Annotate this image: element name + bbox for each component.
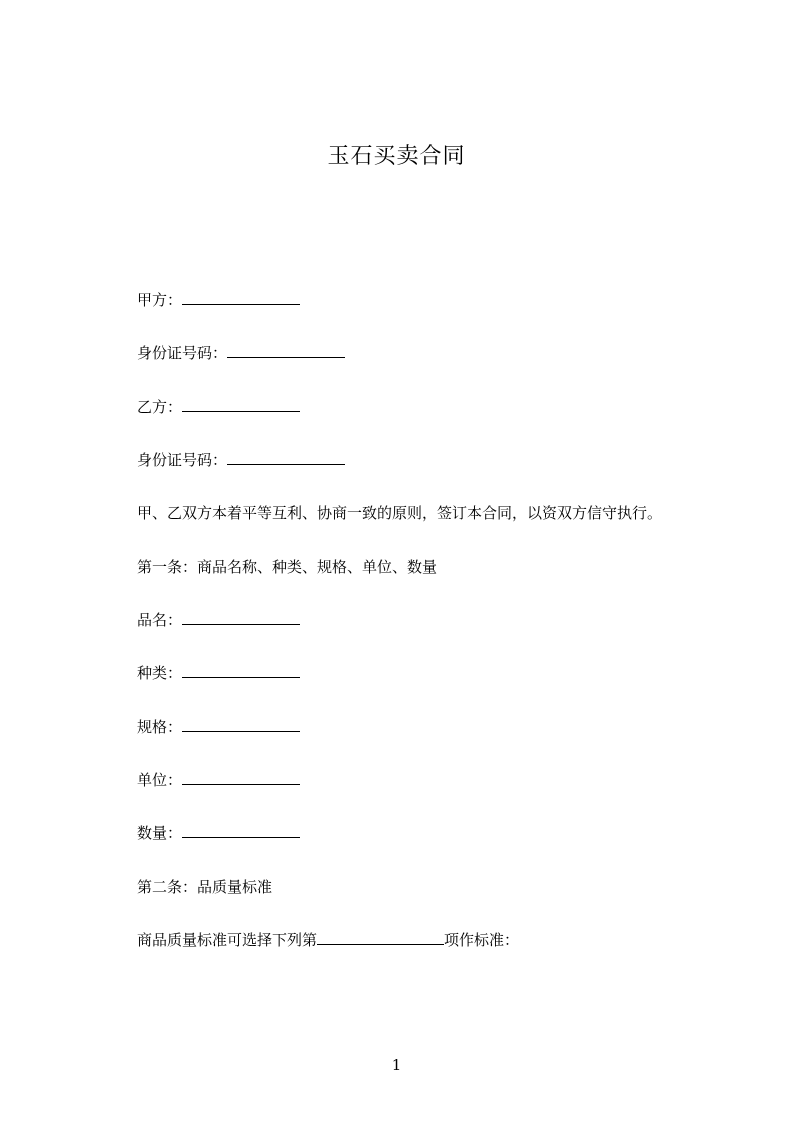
product-quantity-line [137,822,300,844]
product-type-blank [182,663,300,678]
preamble-paragraph: 甲、乙双方本着平等互利、协商一致的原则，签订本合同，以资双方信守执行。 [137,504,663,522]
party-b-blank [182,397,300,412]
quality-standard-prefix: 商品质量标准可选择下列第 [137,931,318,949]
party-a-id-line [137,342,345,364]
product-quantity-label: 数量： [137,824,183,842]
product-unit-line [137,769,300,791]
product-name-label: 品名： [137,611,183,629]
document-title: 玉石买卖合同 [327,144,466,169]
product-type-label: 种类： [137,664,183,682]
quality-standard-blank [317,930,444,945]
product-type-line [137,662,300,684]
product-quantity-blank [182,823,300,838]
product-spec-line [137,716,300,738]
party-b-id-label: 身份证号码： [137,451,228,469]
article-1-heading: 第一条：商品名称、种类、规格、单位、数量 [137,558,438,576]
party-a-id-blank [227,343,345,358]
party-a-blank [182,290,300,305]
party-b-label: 乙方： [137,398,183,416]
party-b-line [137,396,300,418]
product-spec-blank [182,717,300,732]
product-spec-label: 规格： [137,718,183,736]
product-name-line [137,609,300,631]
page-number: 1 [391,1056,402,1074]
product-unit-blank [182,770,300,785]
party-a-label: 甲方： [137,291,183,309]
party-b-id-line [137,449,345,471]
quality-standard-suffix: 项作标准： [444,931,520,949]
article-2-heading: 第二条：品质量标准 [137,878,273,896]
quality-standard-line [137,929,519,951]
party-b-id-blank [227,450,345,465]
party-a-id-label: 身份证号码： [137,344,228,362]
product-unit-label: 单位： [137,771,183,789]
product-name-blank [182,610,300,625]
party-a-line [137,289,300,311]
